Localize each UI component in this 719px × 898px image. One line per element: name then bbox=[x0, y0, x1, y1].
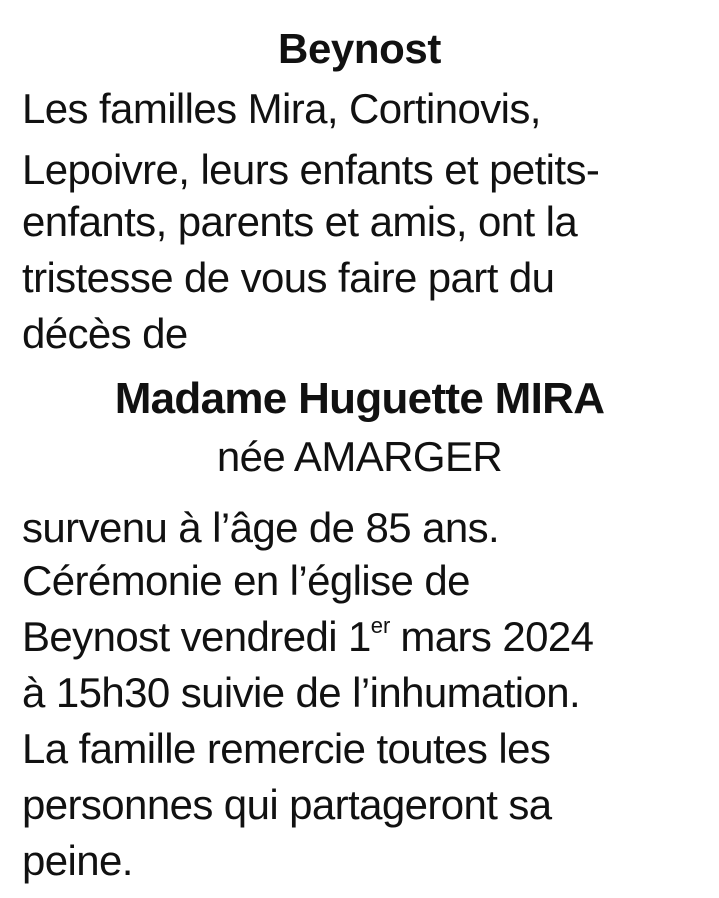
maiden-name: née AMARGER bbox=[216, 433, 503, 480]
intro-line-3: enfants, parents et amis, ont la bbox=[22, 198, 578, 245]
ceremony-line-3: à 15h30 suivie de l’inhumation. bbox=[22, 669, 581, 716]
thanks-line-1: La famille remercie toutes les bbox=[22, 725, 551, 772]
intro-line-5: décès de bbox=[22, 310, 188, 357]
ordinal-suffix: er bbox=[370, 613, 391, 638]
notice-town-heading: Beynost bbox=[278, 25, 441, 72]
ceremony-date-suffix: mars 2024 bbox=[400, 613, 594, 660]
intro-line-2: Lepoivre, leurs enfants et petits- bbox=[22, 146, 600, 193]
deceased-name: Madame Huguette MIRA bbox=[114, 374, 605, 423]
ceremony-date-prefix: Beynost vendredi 1 bbox=[22, 613, 371, 660]
thanks-line-3: peine. bbox=[22, 837, 133, 884]
intro-line-4: tristesse de vous faire part du bbox=[22, 254, 555, 301]
ceremony-line-1: Cérémonie en l’église de bbox=[22, 557, 470, 604]
age-line: survenu à l’âge de 85 ans. bbox=[22, 504, 500, 551]
intro-line-1: Les familles Mira, Cortinovis, bbox=[22, 85, 541, 132]
ceremony-date-line bbox=[22, 612, 593, 669]
thanks-line-2: personnes qui partageront sa bbox=[22, 781, 552, 828]
